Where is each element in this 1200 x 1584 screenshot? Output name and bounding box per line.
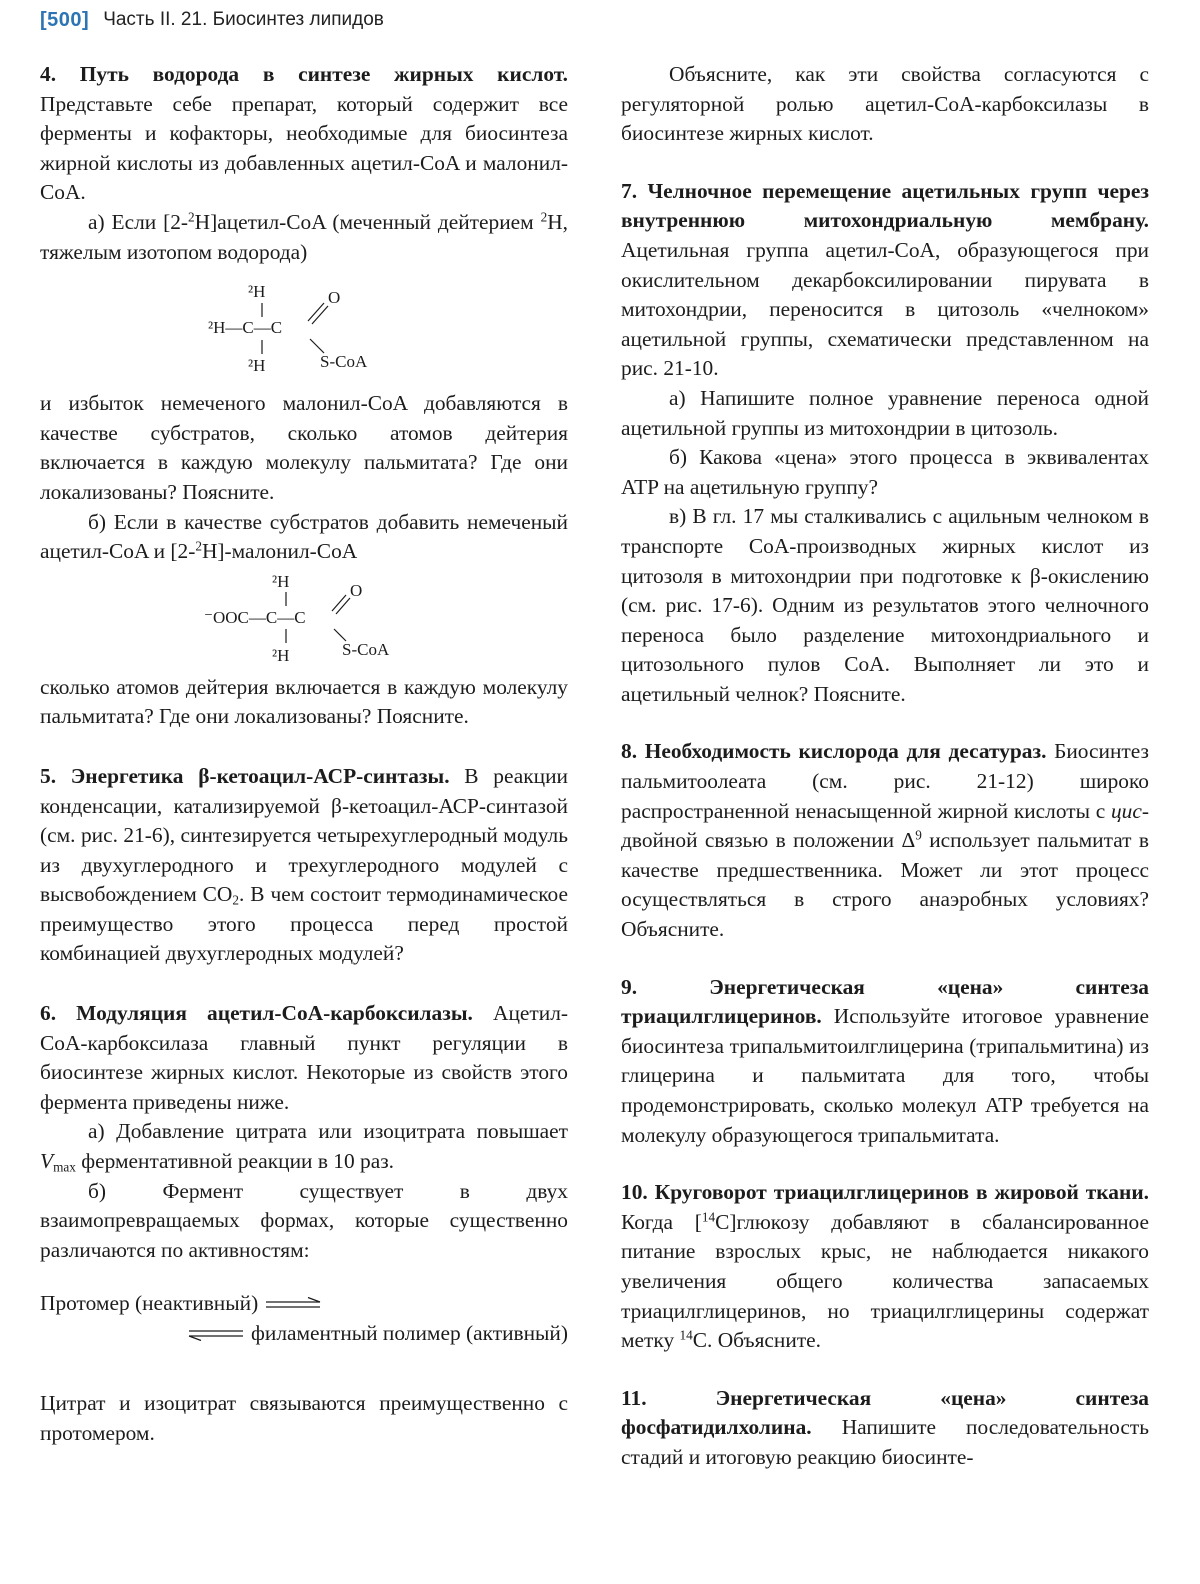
struct2-scoa: S-CoA bbox=[342, 639, 390, 659]
equilibrium-arrow-icon bbox=[264, 1297, 322, 1311]
struct2-top-h: ²H bbox=[272, 571, 290, 591]
left-column bbox=[40, 60, 568, 1449]
equilibrium-arrow-icon bbox=[187, 1327, 245, 1341]
problem-7: 7. Челночное перемещение ацетильных групп через внутреннюю митохондриальную мембрану. Ацетильная группа ацетил-CoA, образующегося при окислительном декарбоксилировании пирувата в митохондрии, переносится в цитозоль «челноком» ацетильной группы, схематически представленном на рис. 21-10. bbox=[621, 178, 1149, 381]
problem-4-title: 4. Путь водорода в синтезе жирных кислот. bbox=[40, 62, 568, 86]
problem-6a: а) Добавление цитрата или изоцитрата повышает $V_{max}$ ферментативной реакции в 10 раз. bbox=[40, 1119, 568, 1175]
problem-4a: а) Если [2-$^2$H]ацетил-CoA (меченный дейтерием $^2$H, тяжелым изотопом водорода) bbox=[40, 209, 568, 264]
problem-4b: б) Если в качестве субстратов добавить немеченый ацетил-CoA и [2-$^2$H]-малонил-CoA bbox=[40, 509, 568, 564]
problem-6-citrate-note: Цитрат и изоцитрат связываются преимущественно с протомером. bbox=[40, 1391, 568, 1445]
problem-10-title: 10. Круговорот триацилглицеринов в жировой ткани. bbox=[621, 1180, 1149, 1205]
problem-6-title: 6. Модуляция ацетил-CoA-карбоксилазы. bbox=[40, 1001, 473, 1026]
struct1-chain: ²H—C—C bbox=[208, 318, 283, 338]
problem-4a-question: и избыток немеченого малонил-CoA добавляются в качестве субстратов, сколько атомов дейтерия включается в каждую молекулу пальмитата? Где они локализованы? Поясните. bbox=[40, 391, 568, 504]
struct2-bottom-h: ²H bbox=[272, 645, 290, 665]
problem-7c: в) В гл. 17 мы сталкивались с ацильным челноком в транспорте CoA-производных жирных кислот из цитозоля в митохондрии при подготовке к β-окислению (см. рис. 17-6). Одним из результатов этого челночного переноса было разделение митохондриального и цитозольного пулов CoA. Выполняет ли это и ацетильный челнок? Поясните. bbox=[621, 504, 1149, 706]
problem-7b: б) Какова «цена» этого процесса в эквивалентах ATP на ацетильную группу? bbox=[621, 445, 1149, 499]
eq-polymer-label: филаментный полимер (активный) bbox=[251, 1321, 568, 1346]
struct1-top-h: ²H bbox=[248, 282, 266, 302]
problem-9-title: 9. Энергетическая «цена» синтеза триацилглицеринов. bbox=[621, 974, 1149, 1029]
problem-11-title: 11. Энергетическая «цена» синтеза фосфатидилхолина. bbox=[621, 1385, 1149, 1440]
page-number: [500] bbox=[40, 8, 90, 31]
problem-6: 6. Модуляция ацетил-CoA-карбоксилазы. Ацетил-CoA-карбоксилаза главный пункт регуляции в биосинтезе жирных кислот. Некоторые из свойств этого фермента приведены ниже. bbox=[40, 1001, 568, 1114]
deuterated-malonyl-coa-structure bbox=[40, 569, 568, 673]
problem-11: 11. Энергетическая «цена» синтеза фосфатидилхолина. Напишите последовательность стадий и итоговую реакцию биосинте- bbox=[621, 1385, 1149, 1469]
deuterated-acetyl-coa-structure bbox=[40, 269, 568, 389]
problem-9: 9. Энергетическая «цена» синтеза триацилглицеринов. Используйте итоговое уравнение биосинтеза трипальмитоилглицерина (трипальмитина) из глицерина и пальмитата для того, чтобы продемонстрировать, сколько молекул ATP требуется на молекулу образующегося трипальмитата. bbox=[621, 974, 1149, 1147]
right-column bbox=[621, 60, 1149, 1473]
struct2-chain: ⁻OOC—C—C bbox=[204, 607, 306, 627]
problem-4b-question: сколько атомов дейтерия включается в каждую молекулу пальмитата? Где они локализованы? Поясните. bbox=[40, 674, 568, 729]
protomer-polymer-equilibrium bbox=[40, 1289, 568, 1389]
problem-10: 10. Круговорот триацилглицеринов в жировой ткани. Когда [$^{14}$C]глюкозу добавляют в сбалансированное питание взрослых крыс, не наблюдается никакого увеличения общего количества запасаемых триацилглицеринов, но триацилглицерины содержат метку $^{14}$C. Объясните. bbox=[621, 1180, 1149, 1353]
problem-7a: а) Напишите полное уравнение переноса одной ацетильной группы из митохондрии в цитозоль. bbox=[621, 385, 1149, 440]
problem-8: 8. Необходимость кислорода для десатураз. Биосинтез пальмитоолеата (см. рис. 21-12) широко распространенной ненасыщенной жирной кислоты с цис-двойной связью в положении $\Delta^9$ использует пальмитат в качестве предшественника. Может ли этот процесс осуществляться в строго анаэробных условиях? Объясните. bbox=[621, 739, 1149, 942]
problem-8-title: 8. Необходимость кислорода для десатураз. bbox=[621, 739, 1047, 764]
problem-6-continued: Объясните, как эти свойства согласуются с регуляторной ролью ацетил-CoA-карбоксилазы в биосинтезе жирных кислот. bbox=[621, 62, 1149, 146]
eq-protomer-label: Протомер (неактивный) bbox=[40, 1291, 259, 1316]
problem-5: 5. Энергетика β-кетоацил-АСР-синтазы. В реакции конденсации, катализируемой β-кетоацил-АСР-синтазой (см. рис. 21-6), синтезируется четырехуглеродный модуль из двухуглеродного и трехуглеродного модулей с высвобождением $CO_2$. В чем состоит термодинамическое преимущество этого процесса перед простой комбинацией двухуглеродных модулей? bbox=[40, 763, 569, 966]
problem-6b: б) Фермент существует в двух взаимопревращаемых формах, которые существенно различаются по активностям: bbox=[40, 1178, 568, 1262]
page-header bbox=[40, 4, 384, 36]
running-title: Часть II. 21. Биосинтез липидов bbox=[103, 9, 384, 30]
struct1-oxygen: O bbox=[328, 288, 341, 308]
problem-5-title: 5. Энергетика β-кетоацил-АСР-синтазы. bbox=[40, 763, 450, 788]
problem-7-title: 7. Челночное перемещение ацетильных групп через внутреннюю митохондриальную мембрану. bbox=[621, 178, 1149, 233]
struct1-bottom-h: ²H bbox=[248, 356, 266, 376]
struct2-oxygen: O bbox=[350, 580, 363, 600]
problem-4-intro: 4. Путь водорода в синтезе жирных кислот. Представьте себе препарат, который содержит все ферменты и кофакторы, необходимые для биосинтеза жирной кислоты из добавленных ацетил-CoA и малонил-CoA. bbox=[40, 62, 568, 205]
struct1-scoa: S-CoA bbox=[320, 352, 368, 372]
